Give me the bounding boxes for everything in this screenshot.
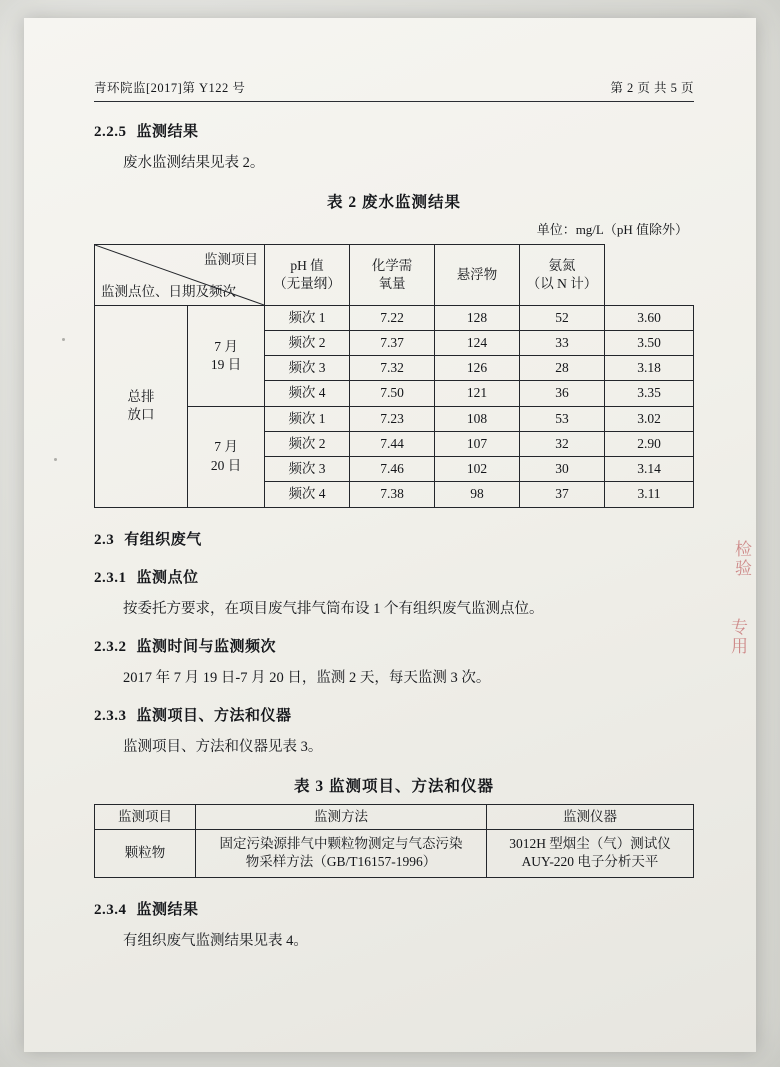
- red-stamp-mark-2: 专用: [728, 618, 747, 656]
- table2-corner-bottom-label: 监测点位、日期及频次: [101, 283, 236, 299]
- table2-freq: 频次 4: [265, 482, 350, 507]
- table2-value-cod: 107: [435, 431, 520, 456]
- paragraph-2-3-1: 按委托方要求，在项目废气排气筒布设 1 个有组织废气监测点位。: [123, 600, 544, 617]
- table2-col-nh3: [520, 244, 605, 305]
- date-line1: 7 月: [214, 439, 238, 455]
- col-label-line1: 化学需: [371, 257, 413, 273]
- table3-title: 表 3 监测项目、方法和仪器: [293, 778, 494, 796]
- table2-value-nh3: 3.11: [605, 482, 694, 507]
- heading-text: 监测点位: [136, 569, 199, 586]
- table2-value-nh3: 3.50: [605, 331, 694, 356]
- method-line2: 物采样方法（GB/T16157-1996）: [245, 854, 437, 870]
- table2-date-2: [188, 406, 265, 507]
- heading-text: 监测项目、方法和仪器: [136, 707, 292, 724]
- red-stamp-mark-1: 检验: [732, 540, 751, 578]
- table3-cell-item: 颗粒物: [95, 830, 196, 877]
- table2-freq: 频次 3: [265, 356, 350, 381]
- table2-value-cod: 128: [435, 305, 520, 330]
- table2-freq: 频次 1: [265, 305, 350, 330]
- date-line1: 7 月: [214, 338, 238, 354]
- table2-value-ph: 7.32: [350, 356, 435, 381]
- table-wastewater-results: [94, 244, 694, 508]
- col-label-line2: 氧量: [378, 275, 406, 291]
- table2-value-cod: 126: [435, 356, 520, 381]
- table2-title: 表 2 废水监测结果: [326, 194, 461, 212]
- heading-text: 有组织废气: [124, 531, 202, 548]
- table2-value-cod: 108: [435, 406, 520, 431]
- table2-value-ph: 7.50: [350, 381, 435, 406]
- heading-text: 监测结果: [136, 124, 199, 140]
- table2-value-ss: 37: [520, 482, 605, 507]
- col-label-line2: （无量纲）: [273, 275, 341, 291]
- table2-value-cod: 102: [435, 457, 520, 482]
- table-methods-instruments: [94, 804, 694, 878]
- paragraph-2-3-4: 有组织废气监测结果见表 4。: [123, 932, 308, 949]
- heading-number: 2.3.3: [94, 707, 127, 724]
- page-number: 第 2 页 共 5 页: [610, 81, 694, 95]
- scanned-page: [24, 18, 756, 1052]
- table3-header-method: 监测方法: [196, 804, 487, 829]
- table2-corner-top-label: 监测项目: [204, 251, 258, 267]
- table-row: [95, 305, 694, 330]
- table2-freq: 频次 2: [265, 431, 350, 456]
- table2-col-ph: [265, 244, 350, 305]
- table3-cell-method: [196, 830, 487, 877]
- table3-cell-instrument: [487, 830, 694, 877]
- point-label-line1: 总排: [127, 388, 155, 404]
- heading-2-3-4: [94, 898, 694, 922]
- table2-value-cod: 124: [435, 331, 520, 356]
- table2-value-ss: 28: [520, 356, 605, 381]
- col-label-line2: （以 N 计）: [526, 275, 598, 291]
- table2-value-ph: 7.23: [350, 406, 435, 431]
- point-label-line2: 放口: [127, 407, 155, 423]
- table3-header-item: 监测项目: [95, 804, 196, 829]
- scan-speck: [54, 458, 57, 461]
- heading-number: 2.3.2: [94, 638, 127, 655]
- table2-freq: 频次 1: [265, 406, 350, 431]
- table2-value-ss: 53: [520, 406, 605, 431]
- paragraph-2-2-5: 废水监测结果见表 2。: [123, 155, 265, 171]
- table2-value-nh3: 3.35: [605, 381, 694, 406]
- col-label-line1: 氨氮: [548, 257, 576, 273]
- table2-corner-cell: [95, 244, 265, 305]
- date-line2: 19 日: [210, 356, 242, 372]
- table2-value-cod: 98: [435, 482, 520, 507]
- paragraph-2-3-2: 2017 年 7 月 19 日-7 月 20 日，监测 2 天，每天监测 3 次。: [123, 669, 491, 686]
- table2-col-cod: [350, 244, 435, 305]
- heading-2-3: [94, 528, 694, 552]
- heading-2-2-5: [94, 120, 694, 144]
- table-row: [95, 244, 694, 305]
- table2-value-ss: 52: [520, 305, 605, 330]
- table2-value-ph: 7.37: [350, 331, 435, 356]
- table2-value-nh3: 2.90: [605, 431, 694, 456]
- table2-value-nh3: 3.14: [605, 457, 694, 482]
- table2-freq: 频次 4: [265, 381, 350, 406]
- heading-text: 监测时间与监测频次: [136, 638, 277, 655]
- table2-value-ph: 7.46: [350, 457, 435, 482]
- instrument-line2: AUY-220 电子分析天平: [521, 854, 659, 870]
- table2-unit: 单位：mg/L（pH 值除外）: [536, 221, 688, 237]
- heading-text: 监测结果: [136, 901, 199, 918]
- heading-2-3-2: [94, 635, 694, 659]
- document-content: [94, 78, 694, 965]
- heading-number: 2.3.4: [94, 901, 127, 918]
- heading-2-3-1: [94, 566, 694, 590]
- page-header: [94, 78, 694, 102]
- table2-value-ss: 36: [520, 381, 605, 406]
- table2-value-ph: 7.38: [350, 482, 435, 507]
- heading-number: 2.3: [94, 531, 115, 548]
- instrument-line1: 3012H 型烟尘（气）测试仪: [509, 836, 671, 852]
- table2-col-ss: 悬浮物: [435, 244, 520, 305]
- table2-value-nh3: 3.18: [605, 356, 694, 381]
- table2-point-label: [95, 305, 188, 507]
- table-row: [95, 830, 694, 877]
- col-label-line1: pH 值: [290, 257, 324, 273]
- method-line1: 固定污染源排气中颗粒物测定与气态污染: [219, 836, 463, 852]
- scan-speck: [62, 338, 65, 341]
- table2-value-ss: 30: [520, 457, 605, 482]
- paragraph-2-3-3: 监测项目、方法和仪器见表 3。: [123, 738, 323, 755]
- table2-freq: 频次 2: [265, 331, 350, 356]
- table2-value-ss: 32: [520, 431, 605, 456]
- table2-value-ss: 33: [520, 331, 605, 356]
- table-row: [95, 804, 694, 829]
- date-line2: 20 日: [210, 457, 242, 473]
- table2-value-ph: 7.44: [350, 431, 435, 456]
- heading-2-3-3: [94, 704, 694, 728]
- report-number: 青环院监[2017]第 Y122 号: [94, 81, 246, 95]
- table2-freq: 频次 3: [265, 457, 350, 482]
- table2-value-ph: 7.22: [350, 305, 435, 330]
- table2-value-cod: 121: [435, 381, 520, 406]
- table3-header-instrument: 监测仪器: [487, 804, 694, 829]
- table2-value-nh3: 3.60: [605, 305, 694, 330]
- heading-number: 2.3.1: [94, 569, 127, 586]
- table2-value-nh3: 3.02: [605, 406, 694, 431]
- table2-date-1: [188, 305, 265, 406]
- heading-number: 2.2.5: [94, 124, 127, 140]
